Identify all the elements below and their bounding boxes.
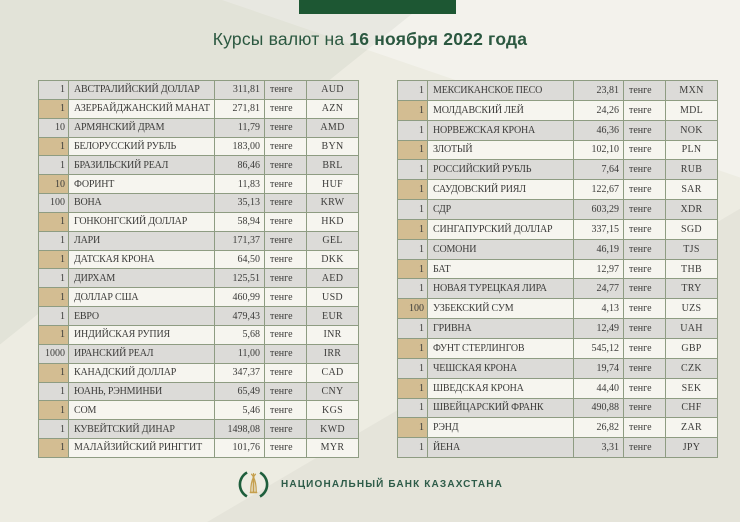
currency-row-GBP xyxy=(398,339,717,359)
currency-row-JPY xyxy=(398,438,717,457)
currency-row-CNY xyxy=(39,383,358,402)
currency-name-cell: ИНДИЙСКАЯ РУПИЯ xyxy=(69,326,215,344)
code-cell: JPY xyxy=(666,438,717,457)
code-cell: HKD xyxy=(307,213,358,231)
rate-cell: 12,97 xyxy=(574,260,624,279)
unit-cell: тенге xyxy=(265,401,307,419)
rate-cell: 65,49 xyxy=(215,383,265,401)
rate-cell: 24,26 xyxy=(574,101,624,120)
code-cell: DKK xyxy=(307,251,358,269)
rate-cell: 490,88 xyxy=(574,399,624,418)
currency-row-TRY xyxy=(398,279,717,299)
page-title-date: 16 ноября 2022 года xyxy=(349,29,528,49)
unit-cell: тенге xyxy=(624,81,666,100)
currency-name-cell: ШВЕЙЦАРСКИЙ ФРАНК xyxy=(428,399,574,418)
unit-cell: тенге xyxy=(265,213,307,231)
currency-row-MDL xyxy=(398,101,717,121)
unit-cell: тенге xyxy=(624,220,666,239)
rate-cell: 3,31 xyxy=(574,438,624,457)
code-cell: TRY xyxy=(666,279,717,298)
national-bank-emblem-icon xyxy=(237,468,270,501)
rate-cell: 11,00 xyxy=(215,345,265,363)
code-cell: KWD xyxy=(307,420,358,438)
quantity-cell: 100 xyxy=(39,194,69,212)
code-cell: NOK xyxy=(666,121,717,140)
quantity-cell: 1 xyxy=(39,213,69,231)
code-cell: EUR xyxy=(307,307,358,325)
quantity-cell: 1 xyxy=(39,364,69,382)
code-cell: UZS xyxy=(666,299,717,318)
unit-cell: тенге xyxy=(624,418,666,437)
unit-cell: тенге xyxy=(624,339,666,358)
code-cell: AED xyxy=(307,269,358,287)
code-cell: BYN xyxy=(307,138,358,156)
currency-name-cell: БЕЛОРУССКИЙ РУБЛЬ xyxy=(69,138,215,156)
rate-cell: 19,74 xyxy=(574,359,624,378)
unit-cell: тенге xyxy=(265,175,307,193)
currency-row-INR xyxy=(39,326,358,345)
currency-name-cell: РОССИЙСКИЙ РУБЛЬ xyxy=(428,160,574,179)
quantity-cell: 1 xyxy=(398,101,428,120)
currency-row-UZS xyxy=(398,299,717,319)
code-cell: GBP xyxy=(666,339,717,358)
code-cell: MYR xyxy=(307,439,358,457)
currency-name-cell: ФОРИНТ xyxy=(69,175,215,193)
rate-cell: 545,12 xyxy=(574,339,624,358)
unit-cell: тенге xyxy=(265,81,307,99)
currency-name-cell: ДОЛЛАР США xyxy=(69,288,215,306)
quantity-cell: 1 xyxy=(398,399,428,418)
rate-cell: 479,43 xyxy=(215,307,265,325)
code-cell: RUB xyxy=(666,160,717,179)
rate-cell: 460,99 xyxy=(215,288,265,306)
code-cell: CAD xyxy=(307,364,358,382)
code-cell: HUF xyxy=(307,175,358,193)
currency-name-cell: ШВЕДСКАЯ КРОНА xyxy=(428,379,574,398)
page-title-prefix: Курсы валют на xyxy=(212,29,350,49)
currency-name-cell: ЛАРИ xyxy=(69,232,215,250)
currency-name-cell: ДИРХАМ xyxy=(69,269,215,287)
currency-row-AED xyxy=(39,269,358,288)
currency-row-CZK xyxy=(398,359,717,379)
code-cell: PLN xyxy=(666,141,717,160)
unit-cell: тенге xyxy=(265,251,307,269)
currency-row-KWD xyxy=(39,420,358,439)
currency-tables-container xyxy=(38,80,718,458)
code-cell: KGS xyxy=(307,401,358,419)
page-title xyxy=(0,29,740,50)
code-cell: GEL xyxy=(307,232,358,250)
currency-name-cell: ЧЕШСКАЯ КРОНА xyxy=(428,359,574,378)
currency-row-EUR xyxy=(39,307,358,326)
unit-cell: тенге xyxy=(265,232,307,250)
currency-name-cell: ЮАНЬ, РЭНМИНБИ xyxy=(69,383,215,401)
bank-name-label: НАЦИОНАЛЬНЫЙ БАНК КАЗАХСТАНА xyxy=(280,479,503,490)
currency-name-cell: МАЛАЙЗИЙСКИЙ РИНГГИТ xyxy=(69,439,215,457)
rate-cell: 271,81 xyxy=(215,100,265,118)
currency-row-USD xyxy=(39,288,358,307)
unit-cell: тенге xyxy=(624,121,666,140)
rate-cell: 5,46 xyxy=(215,401,265,419)
quantity-cell: 1 xyxy=(39,439,69,457)
currency-row-SAR xyxy=(398,180,717,200)
unit-cell: тенге xyxy=(265,345,307,363)
currency-name-cell: АЗЕРБАЙДЖАНСКИЙ МАНАТ xyxy=(69,100,215,118)
unit-cell: тенге xyxy=(624,438,666,457)
unit-cell: тенге xyxy=(265,420,307,438)
rate-cell: 24,77 xyxy=(574,279,624,298)
currency-row-SEK xyxy=(398,379,717,399)
rate-cell: 4,13 xyxy=(574,299,624,318)
currency-name-cell: МЕКСИКАНСКОЕ ПЕСО xyxy=(428,81,574,100)
unit-cell: тенге xyxy=(624,260,666,279)
currency-row-CHF xyxy=(398,399,717,419)
rate-cell: 44,40 xyxy=(574,379,624,398)
currency-row-AUD xyxy=(39,81,358,100)
unit-cell: тенге xyxy=(265,439,307,457)
quantity-cell: 10 xyxy=(39,175,69,193)
quantity-cell: 1 xyxy=(398,200,428,219)
rate-cell: 26,82 xyxy=(574,418,624,437)
rate-cell: 11,83 xyxy=(215,175,265,193)
currency-table-left xyxy=(38,80,359,458)
header-accent-bar xyxy=(299,0,456,14)
rate-cell: 603,29 xyxy=(574,200,624,219)
code-cell: XDR xyxy=(666,200,717,219)
unit-cell: тенге xyxy=(624,359,666,378)
code-cell: USD xyxy=(307,288,358,306)
unit-cell: тенге xyxy=(265,100,307,118)
quantity-cell: 1 xyxy=(398,418,428,437)
unit-cell: тенге xyxy=(624,240,666,259)
quantity-cell: 1 xyxy=(39,326,69,344)
currency-name-cell: УЗБЕКСКИЙ СУМ xyxy=(428,299,574,318)
code-cell: TJS xyxy=(666,240,717,259)
rate-cell: 122,67 xyxy=(574,180,624,199)
rate-cell: 11,79 xyxy=(215,119,265,137)
quantity-cell: 1 xyxy=(398,279,428,298)
currency-name-cell: СОМ xyxy=(69,401,215,419)
code-cell: MXN xyxy=(666,81,717,100)
currency-name-cell: САУДОВСКИЙ РИЯЛ xyxy=(428,180,574,199)
code-cell: IRR xyxy=(307,345,358,363)
rate-cell: 12,49 xyxy=(574,319,624,338)
currency-row-TJS xyxy=(398,240,717,260)
unit-cell: тенге xyxy=(265,138,307,156)
quantity-cell: 1000 xyxy=(39,345,69,363)
currency-name-cell: СОМОНИ xyxy=(428,240,574,259)
code-cell: ZAR xyxy=(666,418,717,437)
currency-row-HKD xyxy=(39,213,358,232)
code-cell: UAH xyxy=(666,319,717,338)
code-cell: AMD xyxy=(307,119,358,137)
code-cell: AUD xyxy=(307,81,358,99)
currency-name-cell: ЕВРО xyxy=(69,307,215,325)
code-cell: KRW xyxy=(307,194,358,212)
unit-cell: тенге xyxy=(624,299,666,318)
currency-row-DKK xyxy=(39,251,358,270)
code-cell: BRL xyxy=(307,156,358,174)
rate-cell: 101,76 xyxy=(215,439,265,457)
currency-name-cell: СДР xyxy=(428,200,574,219)
unit-cell: тенге xyxy=(624,141,666,160)
quantity-cell: 1 xyxy=(398,81,428,100)
rate-cell: 46,36 xyxy=(574,121,624,140)
unit-cell: тенге xyxy=(624,160,666,179)
currency-name-cell: АРМЯНСКИЙ ДРАМ xyxy=(69,119,215,137)
unit-cell: тенге xyxy=(624,379,666,398)
unit-cell: тенге xyxy=(265,119,307,137)
quantity-cell: 1 xyxy=(39,383,69,401)
quantity-cell: 1 xyxy=(39,307,69,325)
code-cell: CHF xyxy=(666,399,717,418)
unit-cell: тенге xyxy=(265,383,307,401)
currency-name-cell: БАТ xyxy=(428,260,574,279)
code-cell: CNY xyxy=(307,383,358,401)
currency-row-ZAR xyxy=(398,418,717,438)
currency-row-XDR xyxy=(398,200,717,220)
currency-name-cell: СИНГАПУРСКИЙ ДОЛЛАР xyxy=(428,220,574,239)
quantity-cell: 1 xyxy=(39,138,69,156)
quantity-cell: 1 xyxy=(39,401,69,419)
unit-cell: тенге xyxy=(265,307,307,325)
currency-name-cell: НОРВЕЖСКАЯ КРОНА xyxy=(428,121,574,140)
rate-cell: 183,00 xyxy=(215,138,265,156)
quantity-cell: 1 xyxy=(39,251,69,269)
rate-cell: 64,50 xyxy=(215,251,265,269)
quantity-cell: 1 xyxy=(39,269,69,287)
rate-cell: 347,37 xyxy=(215,364,265,382)
currency-name-cell: ЙЕНА xyxy=(428,438,574,457)
unit-cell: тенге xyxy=(624,200,666,219)
currency-name-cell: КАНАДСКИЙ ДОЛЛАР xyxy=(69,364,215,382)
currency-row-NOK xyxy=(398,121,717,141)
code-cell: SEK xyxy=(666,379,717,398)
quantity-cell: 1 xyxy=(398,240,428,259)
currency-name-cell: МОЛДАВСКИЙ ЛЕЙ xyxy=(428,101,574,120)
currency-name-cell: ВОНА xyxy=(69,194,215,212)
currency-row-CAD xyxy=(39,364,358,383)
currency-name-cell: БРАЗИЛЬСКИЙ РЕАЛ xyxy=(69,156,215,174)
quantity-cell: 1 xyxy=(39,288,69,306)
currency-name-cell: ГРИВНА xyxy=(428,319,574,338)
rate-cell: 86,46 xyxy=(215,156,265,174)
quantity-cell: 1 xyxy=(398,180,428,199)
footer xyxy=(0,468,740,501)
quantity-cell: 1 xyxy=(39,100,69,118)
currency-row-SGD xyxy=(398,220,717,240)
currency-name-cell: КУВЕЙТСКИЙ ДИНАР xyxy=(69,420,215,438)
currency-name-cell: НОВАЯ ТУРЕЦКАЯ ЛИРА xyxy=(428,279,574,298)
code-cell: AZN xyxy=(307,100,358,118)
unit-cell: тенге xyxy=(624,279,666,298)
unit-cell: тенге xyxy=(624,319,666,338)
quantity-cell: 1 xyxy=(39,232,69,250)
quantity-cell: 1 xyxy=(398,141,428,160)
code-cell: THB xyxy=(666,260,717,279)
currency-row-THB xyxy=(398,260,717,280)
currency-row-KRW xyxy=(39,194,358,213)
currency-name-cell: РЭНД xyxy=(428,418,574,437)
rate-cell: 7,64 xyxy=(574,160,624,179)
quantity-cell: 1 xyxy=(398,220,428,239)
currency-row-BRL xyxy=(39,156,358,175)
rate-cell: 1498,08 xyxy=(215,420,265,438)
currency-name-cell: ИРАНСКИЙ РЕАЛ xyxy=(69,345,215,363)
currency-row-PLN xyxy=(398,141,717,161)
currency-row-HUF xyxy=(39,175,358,194)
currency-row-AMD xyxy=(39,119,358,138)
rate-cell: 102,10 xyxy=(574,141,624,160)
rate-cell: 5,68 xyxy=(215,326,265,344)
unit-cell: тенге xyxy=(624,101,666,120)
quantity-cell: 10 xyxy=(39,119,69,137)
currency-row-GEL xyxy=(39,232,358,251)
quantity-cell: 1 xyxy=(398,438,428,457)
unit-cell: тенге xyxy=(624,180,666,199)
quantity-cell: 1 xyxy=(398,339,428,358)
currency-name-cell: ДАТСКАЯ КРОНА xyxy=(69,251,215,269)
currency-row-KGS xyxy=(39,401,358,420)
currency-row-RUB xyxy=(398,160,717,180)
currency-row-AZN xyxy=(39,100,358,119)
quantity-cell: 1 xyxy=(398,319,428,338)
currency-name-cell: ФУНТ СТЕРЛИНГОВ xyxy=(428,339,574,358)
currency-table-right xyxy=(397,80,718,458)
currency-row-UAH xyxy=(398,319,717,339)
quantity-cell: 1 xyxy=(398,160,428,179)
rate-cell: 23,81 xyxy=(574,81,624,100)
quantity-cell: 1 xyxy=(39,156,69,174)
quantity-cell: 1 xyxy=(398,121,428,140)
rate-cell: 58,94 xyxy=(215,213,265,231)
unit-cell: тенге xyxy=(265,156,307,174)
quantity-cell: 1 xyxy=(39,81,69,99)
currency-row-MYR xyxy=(39,439,358,457)
unit-cell: тенге xyxy=(265,288,307,306)
rate-cell: 171,37 xyxy=(215,232,265,250)
quantity-cell: 1 xyxy=(398,260,428,279)
rate-cell: 337,15 xyxy=(574,220,624,239)
code-cell: SGD xyxy=(666,220,717,239)
code-cell: MDL xyxy=(666,101,717,120)
rate-cell: 125,51 xyxy=(215,269,265,287)
quantity-cell: 1 xyxy=(398,359,428,378)
quantity-cell: 1 xyxy=(39,420,69,438)
unit-cell: тенге xyxy=(265,364,307,382)
code-cell: INR xyxy=(307,326,358,344)
currency-row-MXN xyxy=(398,81,717,101)
currency-name-cell: АВСТРАЛИЙСКИЙ ДОЛЛАР xyxy=(69,81,215,99)
currency-name-cell: ЗЛОТЫЙ xyxy=(428,141,574,160)
code-cell: SAR xyxy=(666,180,717,199)
quantity-cell: 1 xyxy=(398,379,428,398)
currency-row-IRR xyxy=(39,345,358,364)
unit-cell: тенге xyxy=(265,269,307,287)
rate-cell: 35,13 xyxy=(215,194,265,212)
quantity-cell: 100 xyxy=(398,299,428,318)
unit-cell: тенге xyxy=(624,399,666,418)
code-cell: CZK xyxy=(666,359,717,378)
unit-cell: тенге xyxy=(265,326,307,344)
currency-name-cell: ГОНКОНГСКИЙ ДОЛЛАР xyxy=(69,213,215,231)
rate-cell: 311,81 xyxy=(215,81,265,99)
unit-cell: тенге xyxy=(265,194,307,212)
rate-cell: 46,19 xyxy=(574,240,624,259)
currency-row-BYN xyxy=(39,138,358,157)
